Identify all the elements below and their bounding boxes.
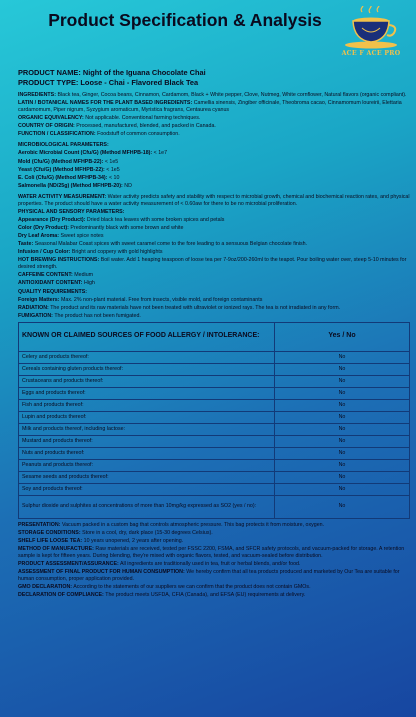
gmo-declaration: GMO DECLARATION: According to the statements of our suppliers we can confirm that the product does not contain GMOs. xyxy=(18,584,311,591)
presentation: PRESENTATION: Vacuum packed in a custom bag that controls atmospheric pressure. This bag protects it from moisture, oxygen. xyxy=(18,521,325,528)
logo-text: ACE F ACE PRO xyxy=(341,50,401,57)
allergy-value: No xyxy=(275,435,410,447)
ingredients: INGREDIENTS: Black tea, Ginger, Cocoa beans, Cinnamon, Cardamom, Black + White pepper, Clove, Nutmeg, White cornflower, Natural flavors (organic compliant). xyxy=(18,92,407,99)
country-of-origin: COUNTRY OF ORIGIN: Processed, manufactured, blended, and packed in Canada. xyxy=(18,123,216,130)
allergy-item: Soy and products thereof: xyxy=(19,483,275,495)
allergy-value: No xyxy=(275,459,410,471)
allergy-value: No xyxy=(275,423,410,435)
allergy-header: KNOWN OR CLAIMED SOURCES OF FOOD ALLERGY / INTOLERANCE: xyxy=(19,322,275,351)
table-row xyxy=(19,459,410,471)
allergy-item: Sulphur dioxide and sulphites at concentrations of more than 10mg/kg expressed as SO2 (yes / no): xyxy=(19,495,275,518)
brewing-instructions: HOT BREWING INSTRUCTIONS: Boil water. Add 1 heaping teaspoon of loose tea per 7-9oz/200-260ml to the teapot. Pour boiling water over, steep 5-10 minutes for desired strength. xyxy=(18,257,407,271)
page-title: Product Specification & Analysis xyxy=(48,10,322,30)
allergy-item: Celery and products thereof: xyxy=(19,351,275,363)
allergy-value: No xyxy=(275,447,410,459)
allergy-item: Cereals containing gluten products thereof: xyxy=(19,363,275,375)
physical-row: Dry Leaf Aroma: Sweet spice notes xyxy=(18,233,104,240)
teacup-icon xyxy=(332,6,410,52)
physical-row: Infusion / Cup Color: Bright and coppery with gold highlights xyxy=(18,249,163,256)
table-row xyxy=(19,363,410,375)
radiation: RADIATION: The product and its raw materials have not been treated with ultraviolet or ionized rays. The tea is not irradiated in any form. xyxy=(18,304,341,311)
table-row xyxy=(19,495,410,518)
allergy-value: No xyxy=(275,363,410,375)
allergy-item: Milk and products thereof, including lactose: xyxy=(19,423,275,435)
table-row xyxy=(19,399,410,411)
micro-row: Mold (Cfu/G) (Method MFHPB-22): < 1e5 xyxy=(18,158,119,165)
allergy-value: No xyxy=(275,375,410,387)
allergy-item: Peanuts and products thereof: xyxy=(19,459,275,471)
teacup-logo xyxy=(332,6,410,64)
foreign-matters: Foreign Matters: Max. 2% non-plant material. Free from insects, visible mold, and foreign contaminants xyxy=(18,296,263,303)
physical-header: PHYSICAL AND SENSORY PARAMETERS: xyxy=(18,208,125,215)
allergy-value: No xyxy=(275,411,410,423)
function-classification: FUNCTION / CLASSIFICATION: Foodstuff of common consumption. xyxy=(18,131,180,138)
allergy-item: Mustard and products thereof: xyxy=(19,435,275,447)
allergy-value: No xyxy=(275,483,410,495)
table-row xyxy=(19,351,410,363)
product-name: Night of the Iguana Chocolate Chai xyxy=(82,68,206,77)
micro-row: E. Coli (Cfu/G) (Method MFHPB-34): < 10 xyxy=(18,174,120,181)
final-assessment: ASSESSMENT OF FINAL PRODUCT FOR HUMAN CONSUMPTION: We hereby confirm that all tea products produced and marketed by Our Tea are suitable for human consumption, proper application provided. xyxy=(18,569,400,582)
table-row xyxy=(19,423,410,435)
allergy-value: No xyxy=(275,495,410,518)
allergy-item: Lupin and products thereof: xyxy=(19,411,275,423)
physical-row: Color (Dry Product): Predominantly black with some brown and white xyxy=(18,224,184,231)
latin-names: LATIN / BOTANICAL NAMES FOR THE PLANT BASED INGREDIENTS: Camellia sinensis, Zingiber officinale, Theobroma cacao, Cinnamomum loureirii, Elettaria cardamomum, Piper nigrum, Syzygium aromaticum, Myristica fragrans, Centaurea cyanus xyxy=(18,100,402,114)
antioxidant-content: ANTIOXIDANT CONTENT: High xyxy=(18,280,95,287)
storage-conditions: STORAGE CONDITIONS: Store in a cool, dry, dark place (15-30 degrees Celsius). xyxy=(18,529,213,536)
spec-content xyxy=(18,68,410,599)
allergy-item: Sesame seeds and products thereof: xyxy=(19,471,275,483)
quality-header: QUALITY REQUIREMENTS: xyxy=(18,288,88,295)
allergy-value: No xyxy=(275,399,410,411)
micro-row: Salmonella (ND/25g) (Method MFHPB-20): ND xyxy=(18,182,132,189)
table-row xyxy=(19,447,410,459)
fumigation: FUMIGATION: The product has not been fumigated. xyxy=(18,312,141,319)
allergy-item: Crustaceans and products thereof: xyxy=(19,375,275,387)
allergy-item: Fish and products thereof: xyxy=(19,399,275,411)
table-row xyxy=(19,375,410,387)
allergy-value: No xyxy=(275,351,410,363)
micro-row: Aerobic Microbial Count (Cfu/G) (Method MFHPB-18): < 1e7 xyxy=(18,150,168,157)
table-row xyxy=(19,411,410,423)
product-name-line xyxy=(18,68,410,78)
product-name-label: PRODUCT NAME: xyxy=(18,68,81,77)
table-row xyxy=(19,387,410,399)
caffeine-content: CAFFEINE CONTENT: Medium xyxy=(18,272,94,279)
physical-row: Appearance (Dry Product): Dried black tea leaves with some broken spices and petals xyxy=(18,216,225,223)
table-row xyxy=(19,435,410,447)
allergy-header-row xyxy=(19,322,410,351)
physical-row: Taste: Seasonal Malabar Coast spices with sweet caramel come to the fore leading to a sensuous Belgian chocolate finish. xyxy=(18,241,308,248)
compliance-declaration: DECLARATION OF COMPLIANCE: The product meets USFDA, CFIA (Canada), and EFSA (EU) requirements at delivery. xyxy=(18,592,306,599)
product-type-label: PRODUCT TYPE: xyxy=(18,78,79,87)
product-assurance: PRODUCT ASSESSMENT/ASSURANCE: All ingredients are traditionally used in tea, fruit or herbal blends, and/or food. xyxy=(18,560,301,567)
water-activity: WATER ACTIVITY MEASUREMENT: Water activity predicts safety and stability with respect to microbial growth, chemical and biochemical reaction rates, and physical properties. The product should have a water activity measurement of < 0.60aw for there to be no microbial proliferation. xyxy=(18,193,410,207)
allergy-value: No xyxy=(275,471,410,483)
allergy-item: Nuts and products thereof: xyxy=(19,447,275,459)
allergy-value: No xyxy=(275,387,410,399)
table-row xyxy=(19,483,410,495)
allergy-table xyxy=(18,322,410,519)
yes-no-header: Yes / No xyxy=(275,322,410,351)
micro-row: Yeast (Cfu/G) (Method MFHPB-22): < 1e5 xyxy=(18,166,120,173)
product-type: Loose - Chai - Flavored Black Tea xyxy=(80,78,199,87)
product-type-line xyxy=(18,78,410,88)
table-row xyxy=(19,471,410,483)
shelf-life: SHELF LIFE LOOSE TEA: 10 years unopened, 2 years after opening. xyxy=(18,537,184,544)
organic-equivalency: ORGANIC EQUIVALENCY: Not applicable. Conventional farming techniques. xyxy=(18,115,201,122)
method-of-manufacture: METHOD OF MANUFACTURE: Raw materials are received, tested per FSSC 2200, FSMA, and SFCR safety protocols, and vacuum-packed for storage. A retention sample is kept for fifteen years. During blending, they're mixed with organic flavors, tested, and vacuum-sealed before distribution. xyxy=(18,545,405,559)
allergy-item: Eggs and products thereof: xyxy=(19,387,275,399)
micro-header: MICROBIOLOGICAL PARAMETERS: xyxy=(18,142,109,149)
